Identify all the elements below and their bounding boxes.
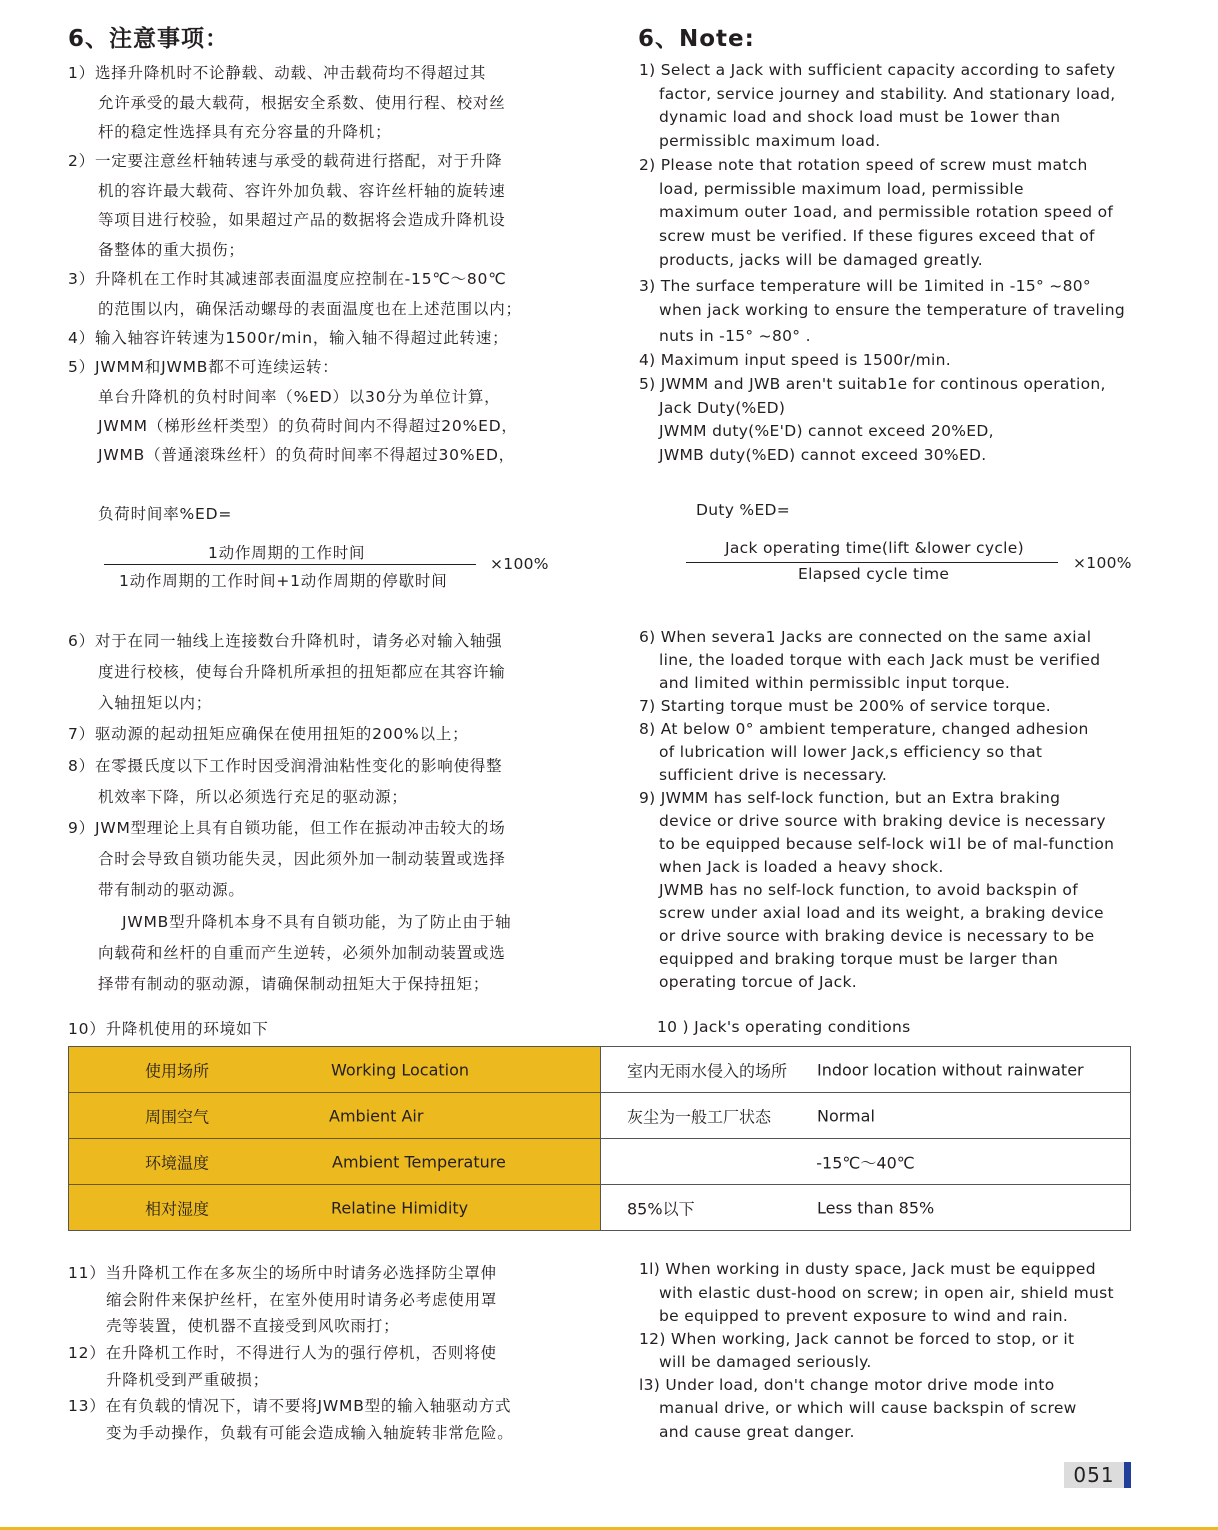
cn-line: 合时会导致自锁功能失灵，因此须外加一制动装置或选择 bbox=[98, 850, 506, 868]
cn-line: 1）选择升降机时不论静载、动载、冲击载荷均不得超过其 bbox=[68, 64, 487, 82]
en-line: line, the loaded torque with each Jack must be verified bbox=[659, 651, 1101, 669]
en-line: 3) The surface temperature will be 1imited in -15° ~80° bbox=[639, 277, 1091, 295]
cn-line: 杆的稳定性选择具有充分容量的升降机； bbox=[98, 123, 392, 141]
en-line: 1) Select a Jack with sufficient capacity according to safety bbox=[639, 61, 1116, 79]
formula-cn-multiplier: ×100% bbox=[490, 555, 549, 573]
en-line: load, permissible maximum load, permissible bbox=[659, 180, 1024, 198]
table-row bbox=[69, 1047, 1130, 1093]
en-line: l3) Under load, don't change motor drive mode into bbox=[639, 1376, 1055, 1394]
cn-line: 变为手动操作，负载有可能会造成输入轴旋转非常危险。 bbox=[106, 1424, 514, 1442]
row-label-en: Relatine Himidity bbox=[331, 1198, 469, 1217]
row-value-en: Indoor location without rainwater bbox=[817, 1060, 1084, 1079]
operating-conditions-table bbox=[68, 1046, 1131, 1231]
cn-line: 9）JWM型理论上具有自锁功能，但工作在振动冲击较大的场 bbox=[68, 819, 506, 837]
cn-line: 等项目进行校验，如果超过产品的数据将会造成升降机设 bbox=[98, 211, 506, 229]
cn-line: 11）当升降机工作在多灰尘的场所中时请务必选择防尘罩伸 bbox=[68, 1264, 497, 1282]
cn-line: 向载荷和丝杆的自重而产生逆转，必须外加制动装置或选 bbox=[98, 944, 506, 962]
en-line: Duty %ED= bbox=[696, 501, 791, 519]
formula-en-divider bbox=[686, 562, 1058, 563]
en-line: when jack working to ensure the temperature of traveling bbox=[659, 301, 1125, 319]
cn-line: 允许承受的最大载荷，根据安全系数、使用行程、校对丝 bbox=[98, 94, 506, 112]
cn-line: 择带有制动的驱动源，请确保制动扭矩大于保持扭矩； bbox=[98, 975, 490, 993]
en-line: 12) When working, Jack cannot be forced to stop, or it bbox=[639, 1330, 1075, 1348]
heading-cn: 6、注意事项： bbox=[68, 26, 230, 52]
table-row bbox=[69, 1093, 1130, 1139]
formula-en-multiplier: ×100% bbox=[1073, 554, 1132, 572]
en-line: 7) Starting torque must be 200% of service torque. bbox=[639, 697, 1052, 715]
row-value-center: -15℃～40℃ bbox=[816, 1153, 915, 1172]
formula-cn-divider bbox=[104, 564, 476, 565]
cn-line: 4）输入轴容许转速为1500r/min，输入轴不得超过此转速； bbox=[68, 329, 509, 347]
row-value-cn: 室内无雨水侵入的场所 bbox=[627, 1061, 788, 1080]
en-line: 10 ) Jack's operating conditions bbox=[657, 1018, 911, 1036]
cn-line: 单台升降机的负村时间率（%ED）以30分为单位计算， bbox=[98, 388, 501, 406]
cn-line: 备整体的重大损伤； bbox=[98, 241, 245, 259]
cn-line: 6）对于在同一轴线上连接数台升降机时，请务必对输入轴强 bbox=[68, 632, 503, 650]
cn-line: 入轴扭矩以内； bbox=[98, 694, 213, 712]
heading-en: 6、Note: bbox=[638, 26, 755, 52]
en-line: when Jack is loaded a heavy shock. bbox=[659, 858, 944, 876]
en-line: 1l) When working in dusty space, Jack must be equipped bbox=[639, 1260, 1096, 1278]
en-line: screw under axial load and its weight, a braking device bbox=[659, 904, 1104, 922]
en-line: device or drive source with braking device is necessary bbox=[659, 812, 1106, 830]
table-row bbox=[69, 1139, 1130, 1185]
en-line: or drive source with braking device is necessary to be bbox=[659, 927, 1095, 945]
row-label-en: Working Location bbox=[331, 1060, 470, 1079]
row-label-en: Ambient Air bbox=[329, 1106, 424, 1125]
en-line: dynamic load and shock load must be 1ower than bbox=[659, 108, 1061, 126]
cn-line: 10）升降机使用的环境如下 bbox=[68, 1020, 269, 1038]
cn-line: 机的容许最大载荷、容许外加负载、容许丝杆轴的旋转速 bbox=[98, 182, 506, 200]
en-line: 5) JWMM and JWB aren't suitab1e for continous operation, bbox=[639, 375, 1106, 393]
cn-line: 度进行校核，使每台升降机所承担的扭矩都应在其容许输 bbox=[98, 663, 506, 681]
en-line: with elastic dust-hood on screw; in open air, shield must bbox=[659, 1284, 1114, 1302]
cn-line: 2）一定要注意丝杆轴转速与承受的载荷进行搭配，对于升降 bbox=[68, 152, 503, 170]
page-number-accent-bar bbox=[1124, 1462, 1131, 1488]
en-line: to be equipped because self-lock wi1l be of mal-function bbox=[659, 835, 1115, 853]
cn-line: 13）在有负载的情况下，请不要将JWMB型的输入轴驱动方式 bbox=[68, 1397, 512, 1415]
cn-line: 缩会附件来保护丝杆，在室外使用时请务必考虑使用罩 bbox=[106, 1291, 498, 1309]
page-number: 051 bbox=[1064, 1462, 1124, 1488]
en-line: and cause great danger. bbox=[659, 1423, 855, 1441]
en-line: be equipped to prevent exposure to wind and rain. bbox=[659, 1307, 1069, 1325]
cn-line: 壳等装置，使机器不直接受到风吹雨打； bbox=[106, 1317, 400, 1335]
cn-line: 机效率下降，所以必须选行充足的驱动源； bbox=[98, 788, 408, 806]
row-label-cn: 相对湿度 bbox=[145, 1199, 210, 1218]
row-value-cn: 灰尘为一般工厂状态 bbox=[627, 1107, 772, 1126]
formula-cn-denominator: 1动作周期的工作时间+1动作周期的停歇时间 bbox=[119, 572, 448, 590]
en-line: equipped and braking torque must be larger than bbox=[659, 950, 1059, 968]
row-label-cn: 使用场所 bbox=[145, 1061, 210, 1080]
cn-line: 带有制动的驱动源。 bbox=[98, 881, 245, 899]
row-label-cn: 环境温度 bbox=[145, 1153, 210, 1172]
en-line: 4) Maximum input speed is 1500r/min. bbox=[639, 351, 951, 369]
en-line: products, jacks will be damaged greatly. bbox=[659, 251, 983, 269]
row-value-en: Normal bbox=[817, 1106, 875, 1125]
en-line: JWMM duty(%E'D) cannot exceed 20%ED, bbox=[659, 422, 994, 440]
en-line: screw must be verified. If these figures exceed that of bbox=[659, 227, 1095, 245]
en-line: 2) Please note that rotation speed of screw must match bbox=[639, 156, 1088, 174]
en-line: 9) JWMM has self-lock function, but an Extra braking bbox=[639, 789, 1061, 807]
formula-en-denominator: Elapsed cycle time bbox=[798, 565, 950, 583]
en-line: of lubrication will lower Jack,s efficiency so that bbox=[659, 743, 1043, 761]
cn-line: 5）JWMM和JWMB都不可连续运转： bbox=[68, 358, 339, 376]
en-line: and limited within permissiblc input torque. bbox=[659, 674, 1011, 692]
row-label-en: Ambient Temperature bbox=[332, 1152, 506, 1171]
en-line: JWMB duty(%ED) cannot exceed 30%ED. bbox=[659, 446, 987, 464]
en-line: operating torcue of Jack. bbox=[659, 973, 857, 991]
cn-line: 负荷时间率%ED= bbox=[98, 505, 233, 523]
cn-line: 8）在零摄氏度以下工作时因受润滑油粘性变化的影响使得整 bbox=[68, 757, 503, 775]
en-line: will be damaged seriously. bbox=[659, 1353, 872, 1371]
en-line: sufficient drive is necessary. bbox=[659, 766, 888, 784]
en-line: manual drive, or which will cause backspin of screw bbox=[659, 1399, 1077, 1417]
row-label-cn: 周围空气 bbox=[145, 1107, 210, 1126]
cn-line: 3）升降机在工作时其减速部表面温度应控制在-15℃～80℃ bbox=[68, 270, 507, 288]
en-line: factor, service journey and stability. And stationary load, bbox=[659, 85, 1116, 103]
table-row bbox=[69, 1185, 1130, 1230]
cn-line: 的范围以内，确保活动螺母的表面温度也在上述范围以内； bbox=[98, 300, 522, 318]
row-value-cn: 85%以下 bbox=[627, 1199, 695, 1218]
cn-line: 7）驱动源的起动扭矩应确保在使用扭矩的200%以上； bbox=[68, 725, 469, 743]
formula-en-numerator: Jack operating time(lift &lower cycle) bbox=[725, 539, 1024, 557]
en-line: permissiblc maximum load. bbox=[659, 132, 881, 150]
en-line: JWMB has no self-lock function, to avoid backspin of bbox=[659, 881, 1078, 899]
en-line: 8) At below 0° ambient temperature, changed adhesion bbox=[639, 720, 1089, 738]
cn-line: 升降机受到严重破损； bbox=[106, 1371, 270, 1389]
cn-line: JWMB（普通滚珠丝杆）的负荷时间率不得超过30%ED， bbox=[98, 446, 515, 464]
row-value-en: Less than 85% bbox=[817, 1198, 935, 1217]
cn-line: JWMM（梯形丝杆类型）的负荷时间内不得超过20%ED， bbox=[98, 417, 518, 435]
cn-line: JWMB型升降机本身不具有自锁功能，为了防止由于轴 bbox=[122, 913, 512, 931]
cn-line: 12）在升降机工作时，不得进行人为的强行停机，否则将使 bbox=[68, 1344, 497, 1362]
en-line: Jack Duty(%ED) bbox=[659, 399, 786, 417]
en-line: maximum outer 1oad, and permissible rotation speed of bbox=[659, 203, 1114, 221]
formula-cn-numerator: 1动作周期的工作时间 bbox=[208, 544, 366, 562]
en-line: nuts in -15° ~80° . bbox=[659, 327, 811, 345]
en-line: 6) When severa1 Jacks are connected on the same axial bbox=[639, 628, 1092, 646]
